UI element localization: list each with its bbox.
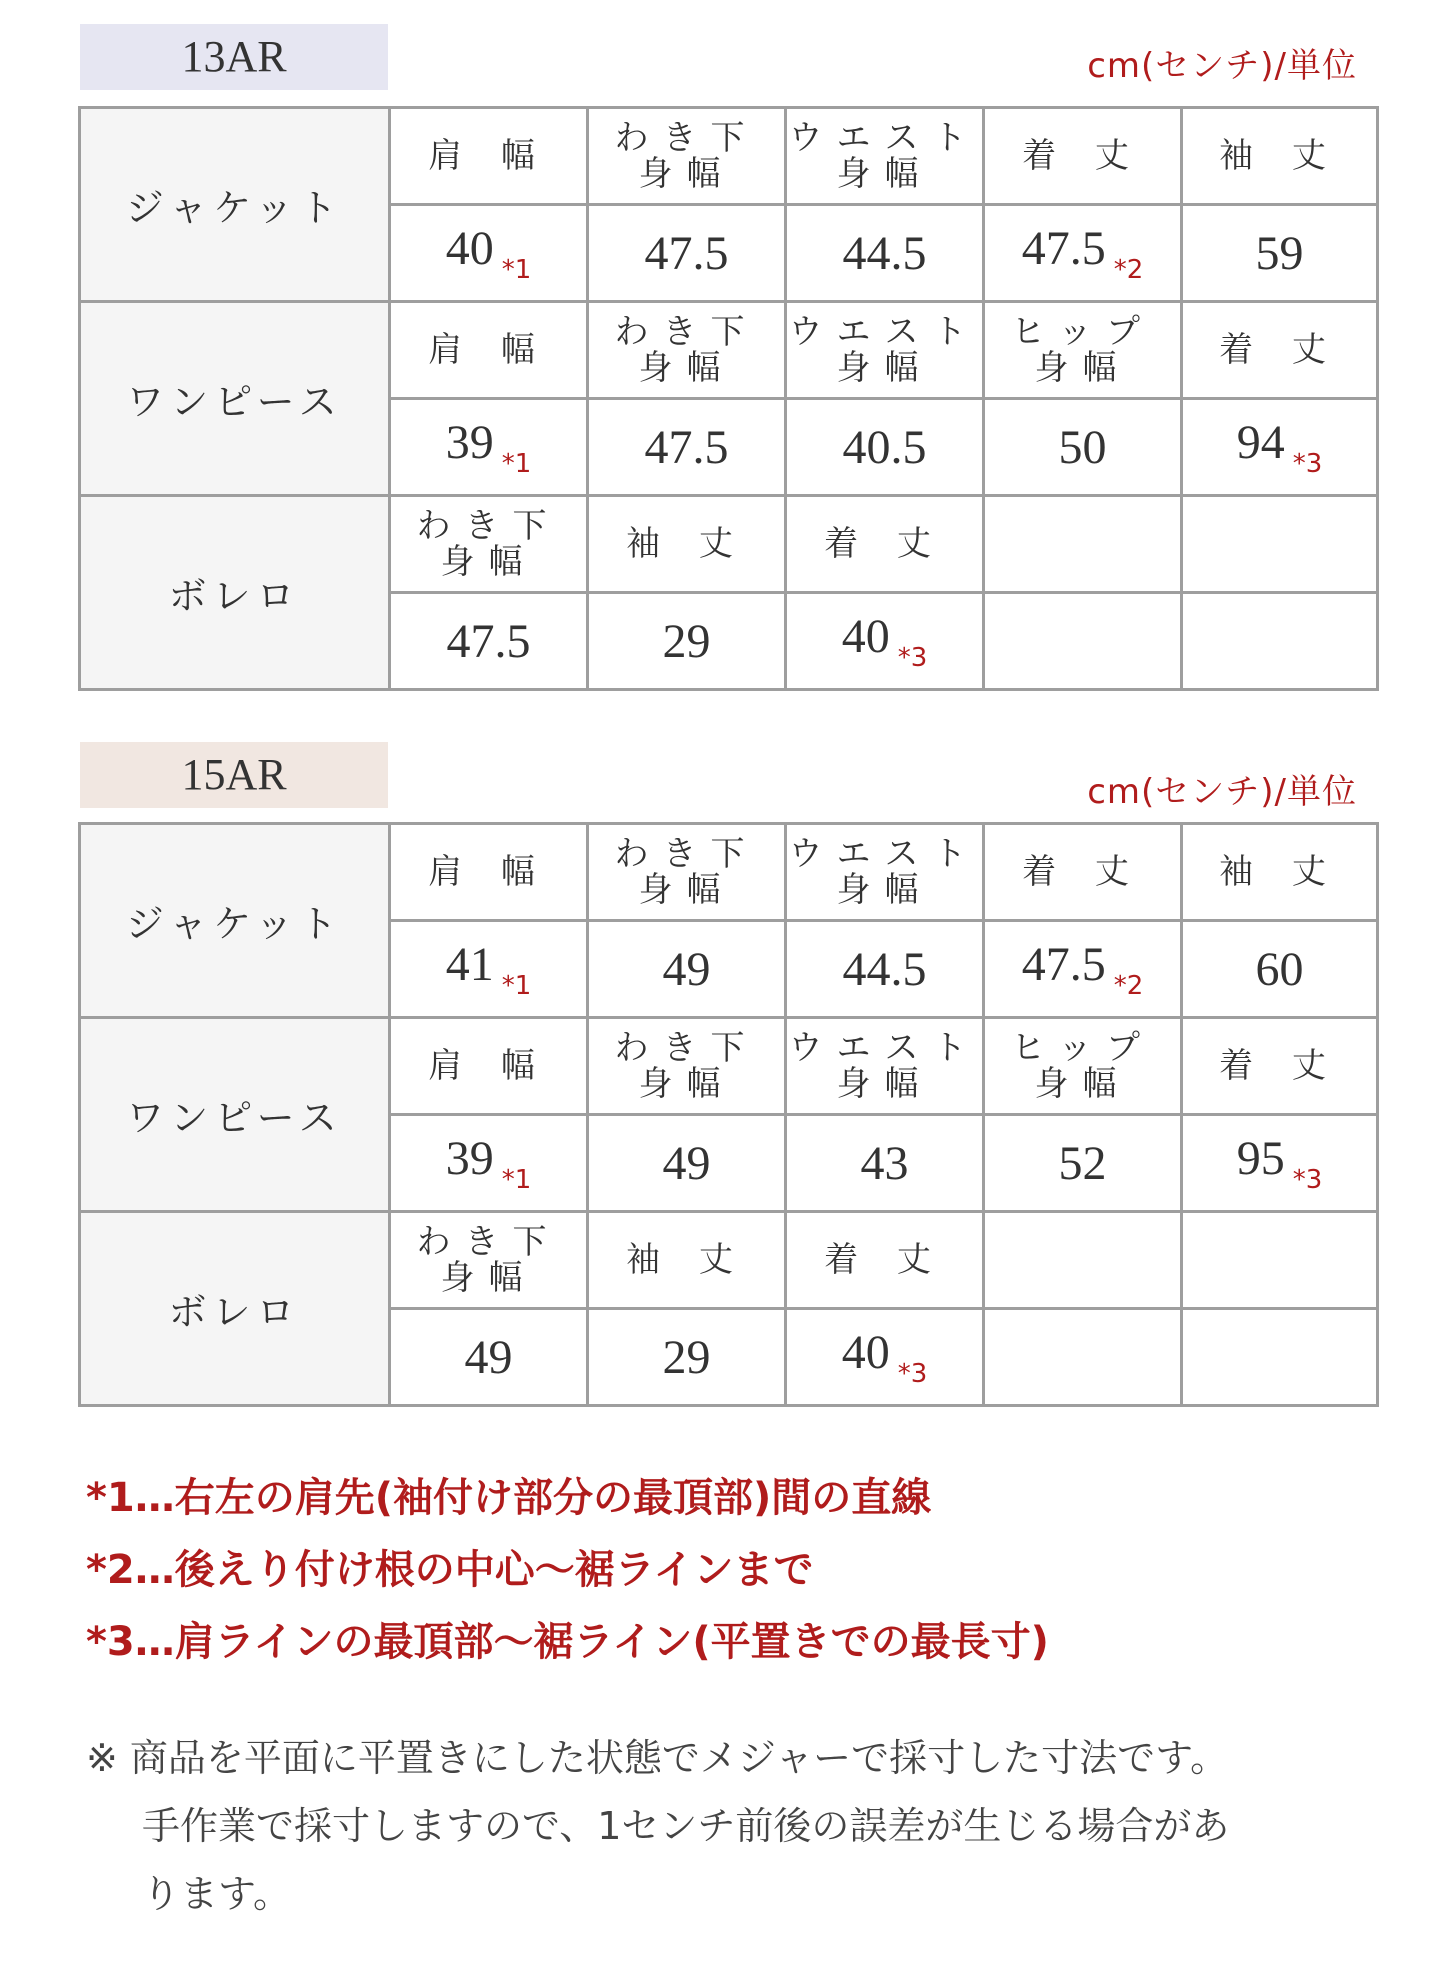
measure-value-number: 39 — [445, 416, 494, 469]
measure-label-line: 身幅 — [638, 348, 735, 388]
measure-value-number: 95 — [1236, 1132, 1285, 1185]
measure-value-number: 40 — [841, 610, 890, 663]
measure-label — [390, 302, 588, 399]
measure-label-line: わき下 — [614, 1028, 759, 1068]
measure-label — [390, 824, 588, 921]
garment-name: ワンピース — [80, 1018, 390, 1212]
measure-label-line: 袖 丈 — [626, 1240, 747, 1280]
footnote-marker: *2 — [1113, 255, 1144, 285]
measure-value — [786, 399, 984, 496]
measure-value — [588, 921, 786, 1018]
measure-label-line: 身幅 — [836, 870, 933, 910]
measure-label — [1182, 1212, 1378, 1309]
measure-value — [588, 1115, 786, 1212]
measure-label-line: 着 丈 — [1219, 1046, 1340, 1086]
measure-label-line: 身幅 — [836, 154, 933, 194]
measure-value-number: 49 — [662, 1136, 711, 1190]
measure-label — [390, 108, 588, 205]
measure-label-line: わき下 — [416, 1222, 561, 1262]
measure-value-number: 39 — [445, 1132, 494, 1185]
measure-label — [1182, 1018, 1378, 1115]
label-row — [80, 824, 1378, 921]
remark-line-2: 手作業で採寸しますので、1センチ前後の誤差が生じる場合があ — [142, 1804, 1230, 1848]
measure-label-line: ウエスト — [788, 1028, 981, 1068]
measure-value-number: 47.5 — [644, 226, 729, 280]
measure-value — [984, 921, 1182, 1018]
measure-value-number: 94 — [1236, 416, 1285, 469]
measure-value — [984, 399, 1182, 496]
measure-value — [786, 593, 984, 690]
measure-label-line: 身幅 — [1034, 348, 1131, 388]
footnote-1: *1…右左の肩先(袖付け部分の最頂部)間の直線 — [86, 1475, 932, 1521]
footnote-marker: *1 — [501, 255, 532, 285]
garment-name: ジャケット — [80, 108, 390, 302]
footnote-marker: *2 — [1113, 971, 1144, 1001]
measure-value-number: 44.5 — [842, 226, 927, 280]
measure-label — [786, 1212, 984, 1309]
measure-value-number: 47.5 — [644, 420, 729, 474]
measure-label-line: 肩 幅 — [428, 1046, 549, 1086]
measure-label-line: わき下 — [416, 506, 561, 546]
measure-label — [588, 496, 786, 593]
footnote-3: *3…肩ラインの最頂部〜裾ライン(平置きでの最長寸) — [86, 1619, 1049, 1665]
measure-value-number: 43 — [860, 1136, 909, 1190]
measure-value — [786, 1309, 984, 1406]
measure-value — [390, 593, 588, 690]
size-table — [78, 106, 1379, 691]
measure-label — [984, 496, 1182, 593]
measure-value-number: 47.5 — [446, 614, 531, 668]
measure-value — [1182, 1115, 1378, 1212]
measure-label — [588, 1212, 786, 1309]
measure-value — [588, 399, 786, 496]
measure-label-line: ウエスト — [788, 312, 981, 352]
measure-label-line: ウエスト — [788, 834, 981, 874]
measure-value — [1182, 399, 1378, 496]
garment-name: ジャケット — [80, 824, 390, 1018]
measure-label-line: わき下 — [614, 312, 759, 352]
measure-label — [1182, 824, 1378, 921]
measure-label-line: ヒップ — [1011, 1028, 1154, 1068]
measure-value-number: 52 — [1058, 1136, 1107, 1190]
measure-label — [588, 302, 786, 399]
footnote-marker: *3 — [897, 1359, 928, 1389]
measure-label-line: 袖 丈 — [1219, 852, 1340, 892]
measure-label-line: 身幅 — [836, 1064, 933, 1104]
measure-label — [390, 1018, 588, 1115]
measure-value-number: 40.5 — [842, 420, 927, 474]
measure-value-number: 49 — [662, 942, 711, 996]
measure-value — [984, 1309, 1182, 1406]
unit-label: cm(センチ)/単位 — [1087, 46, 1357, 86]
measure-value-number: 40 — [841, 1326, 890, 1379]
measure-label-line: わき下 — [614, 834, 759, 874]
measure-value — [588, 1309, 786, 1406]
measure-label-line: 着 丈 — [824, 1240, 945, 1280]
measure-value-number: 40 — [445, 222, 494, 275]
remark-line-3: ります。 — [142, 1872, 291, 1916]
measure-label-line: 着 丈 — [824, 524, 945, 564]
measure-value — [390, 1309, 588, 1406]
measure-value-number: 59 — [1255, 226, 1304, 280]
measure-value — [1182, 921, 1378, 1018]
footnote-marker: *1 — [501, 1165, 532, 1195]
label-row — [80, 108, 1378, 205]
measure-value-number: 50 — [1058, 420, 1107, 474]
garment-name: ワンピース — [80, 302, 390, 496]
measure-label-line: わき下 — [614, 118, 759, 158]
measure-value — [1182, 593, 1378, 690]
footnote-marker: *1 — [501, 449, 532, 479]
measure-value — [588, 593, 786, 690]
measure-value — [786, 205, 984, 302]
remark-line-1: ※ 商品を平面に平置きにした状態でメジャーで採寸した寸法です。 — [86, 1736, 1229, 1780]
size-badge — [80, 742, 388, 808]
measure-label-line: 身幅 — [440, 542, 537, 582]
label-row — [80, 496, 1378, 593]
measure-value — [390, 205, 588, 302]
measure-value — [984, 593, 1182, 690]
measure-label — [984, 1212, 1182, 1309]
measure-value — [984, 205, 1182, 302]
measure-value — [1182, 1309, 1378, 1406]
measure-value — [1182, 205, 1378, 302]
measure-label-line: 袖 丈 — [1219, 136, 1340, 176]
measure-label-line: 着 丈 — [1022, 852, 1143, 892]
label-row — [80, 1212, 1378, 1309]
garment-name: ボレロ — [80, 1212, 390, 1406]
measure-value-number: 60 — [1255, 942, 1304, 996]
measure-value-number: 44.5 — [842, 942, 927, 996]
footnote-marker: *1 — [501, 971, 532, 1001]
label-row — [80, 1018, 1378, 1115]
size-table — [78, 822, 1379, 1407]
measure-label-line: 身幅 — [638, 1064, 735, 1104]
size-badge — [80, 24, 388, 90]
size-badge-label: 15AR — [181, 750, 287, 799]
measure-label — [588, 824, 786, 921]
measure-label-line: 袖 丈 — [626, 524, 747, 564]
measure-value-number: 29 — [662, 614, 711, 668]
measure-label — [588, 108, 786, 205]
measure-value — [390, 921, 588, 1018]
measure-label — [786, 1018, 984, 1115]
measure-label — [786, 496, 984, 593]
measure-label — [786, 302, 984, 399]
measure-value-number: 47.5 — [1021, 938, 1106, 991]
measure-value — [390, 399, 588, 496]
measure-label — [1182, 108, 1378, 205]
measure-value-number: 49 — [464, 1330, 513, 1384]
measure-value-number: 41 — [445, 938, 494, 991]
measure-label — [786, 824, 984, 921]
garment-name: ボレロ — [80, 496, 390, 690]
measure-label — [1182, 302, 1378, 399]
footnote-marker: *3 — [1292, 449, 1323, 479]
measure-label-line: 着 丈 — [1219, 330, 1340, 370]
measure-label-line: 肩 幅 — [428, 852, 549, 892]
unit-label: cm(センチ)/単位 — [1087, 772, 1357, 812]
measurement-remark — [86, 1724, 1376, 1928]
measure-label-line: 肩 幅 — [428, 330, 549, 370]
measure-label-line: ウエスト — [788, 118, 981, 158]
measure-value — [984, 1115, 1182, 1212]
footnote-marker: *3 — [1292, 1165, 1323, 1195]
measure-label — [984, 108, 1182, 205]
footnotes — [86, 1462, 1049, 1678]
measure-label-line: ヒップ — [1011, 312, 1154, 352]
measure-label — [1182, 496, 1378, 593]
measure-value — [786, 921, 984, 1018]
measure-label-line: 身幅 — [836, 348, 933, 388]
measure-label-line: 身幅 — [638, 154, 735, 194]
measure-label-line: 身幅 — [638, 870, 735, 910]
measure-label — [984, 824, 1182, 921]
measure-value — [390, 1115, 588, 1212]
measure-label — [984, 302, 1182, 399]
measure-label — [390, 496, 588, 593]
measure-value — [786, 1115, 984, 1212]
measure-label — [786, 108, 984, 205]
measure-value — [588, 205, 786, 302]
footnote-2: *2…後えり付け根の中心〜裾ラインまで — [86, 1547, 814, 1593]
measure-label-line: 肩 幅 — [428, 136, 549, 176]
measure-label-line: 身幅 — [1034, 1064, 1131, 1104]
measure-label-line: 身幅 — [440, 1258, 537, 1298]
measure-value-number: 47.5 — [1021, 222, 1106, 275]
measure-label — [984, 1018, 1182, 1115]
measure-label — [588, 1018, 786, 1115]
measure-label-line: 着 丈 — [1022, 136, 1143, 176]
size-badge-label: 13AR — [181, 32, 287, 81]
measure-value-number: 29 — [662, 1330, 711, 1384]
footnote-marker: *3 — [897, 643, 928, 673]
label-row — [80, 302, 1378, 399]
measure-label — [390, 1212, 588, 1309]
